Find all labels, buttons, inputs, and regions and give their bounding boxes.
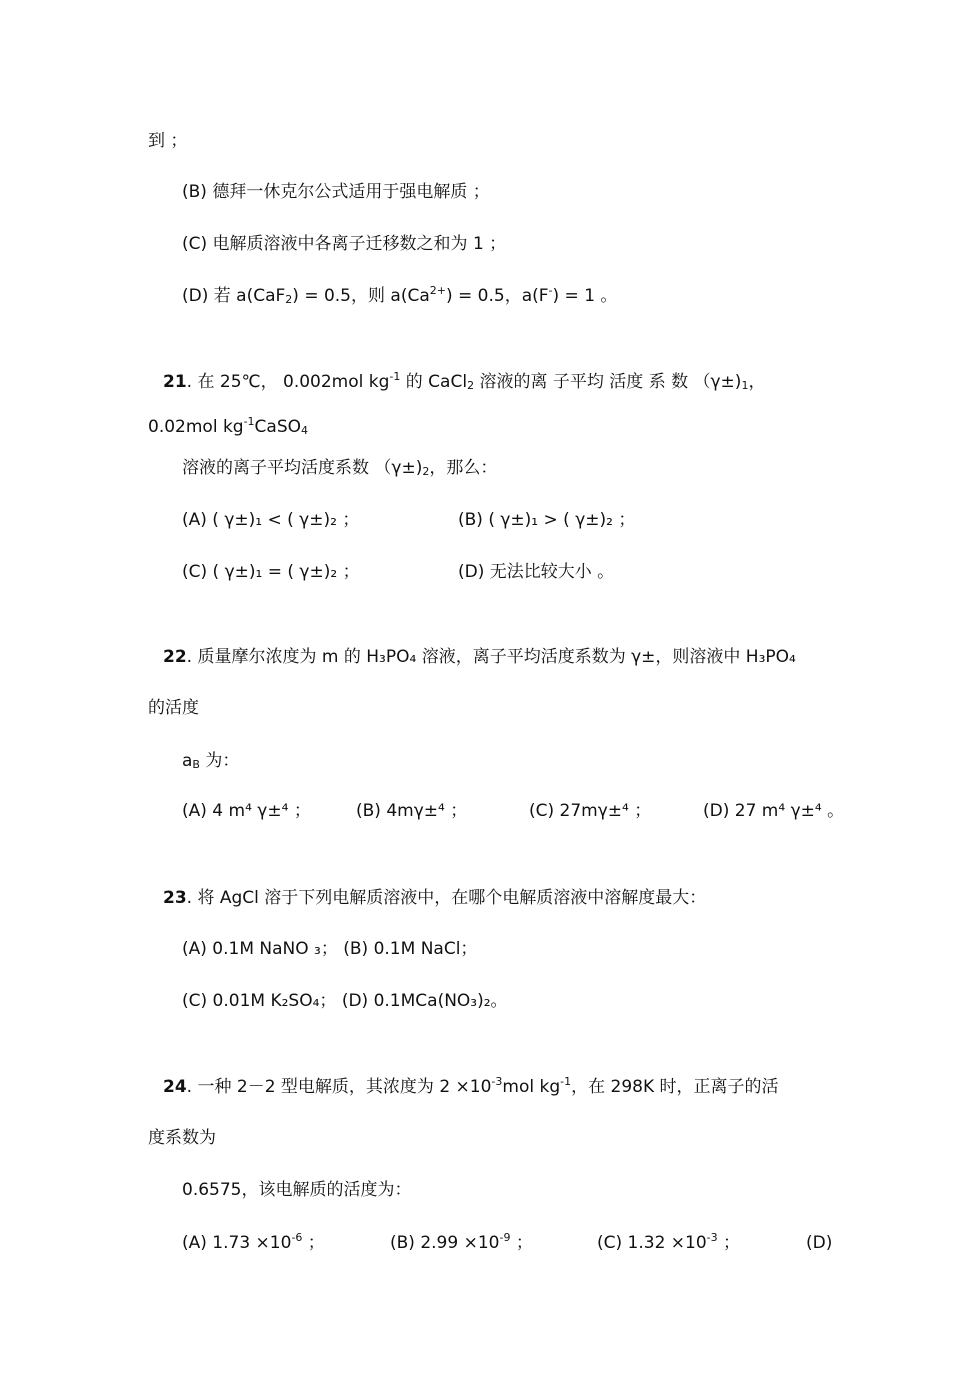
subscript: 2 [422, 465, 430, 478]
text-fragment: ) = 0.5，则 a(Ca [292, 286, 430, 306]
subscript: 1 [741, 379, 749, 392]
option-d-text [182, 285, 617, 307]
subscript: 4 [301, 424, 309, 437]
superscript: -3 [706, 1231, 718, 1244]
q22-option-c: (C) 27mγ±⁴ ； [529, 801, 652, 821]
superscript: -1 [560, 1075, 572, 1088]
q24-option-a [182, 1232, 325, 1254]
q22-option-b: (B) 4mγ±⁴ ； [356, 801, 468, 821]
question-21-line1 [163, 371, 765, 393]
question-24-line3: 0.6575，该电解质的活度为： [182, 1180, 412, 1200]
text-fragment: ； [717, 1233, 741, 1253]
text-fragment: ，那么： [429, 458, 498, 478]
text-fragment: 溶液的离子平均活度系数 （γ±) [182, 458, 423, 478]
subscript: 2 [285, 293, 293, 306]
question-22-line2: 的活度 [148, 698, 199, 718]
q24-option-b [390, 1232, 533, 1254]
q21-option-a: (A) ( γ±)₁ < ( γ±)₂ ； [182, 510, 360, 530]
question-22-line3 [182, 750, 239, 772]
option-b-text: (B) 德拜一休克尔公式适用于强电解质 ； [182, 182, 490, 202]
text-fragment: 的 CaCl [400, 372, 468, 392]
text-fragment: ，在 298K 时，正离子的活 [571, 1077, 779, 1097]
q23-options-ab: (A) 0.1M NaNO ₃； (B) 0.1M NaCl； [182, 939, 478, 959]
question-number: 21 [163, 372, 187, 392]
text-fragment: (A) 1.73 ×10 [182, 1233, 292, 1253]
superscript: -1 [243, 415, 255, 428]
text-fragment: (C) 1.32 ×10 [597, 1233, 707, 1253]
text-fragment: mol kg [502, 1077, 561, 1097]
superscript: 2+ [429, 284, 446, 297]
text-fragment: . 质量摩尔浓度为 m 的 H₃PO₄ 溶液，离子平均活度系数为 γ±，则溶液中 H₃PO₄ [186, 647, 796, 667]
text-line: 到 ； [148, 131, 188, 151]
question-24-line1 [163, 1076, 779, 1098]
q24-option-c [597, 1232, 740, 1254]
text-fragment: (D) 若 a(CaF [182, 286, 286, 306]
superscript: -9 [499, 1231, 511, 1244]
question-24-line2: 度系数为 [148, 1128, 216, 1148]
text-fragment: CaSO [254, 417, 302, 437]
superscript: -3 [491, 1075, 503, 1088]
text-fragment: ) = 1 。 [552, 286, 618, 306]
text-fragment: (B) 2.99 ×10 [390, 1233, 500, 1253]
text-fragment: 0.02mol kg [148, 417, 244, 437]
subscript: 2 [467, 379, 475, 392]
superscript: -6 [291, 1231, 303, 1244]
text-fragment: ； [510, 1233, 533, 1253]
question-number: 23 [163, 888, 187, 908]
q21-option-d: (D) 无法比较大小 。 [458, 562, 615, 582]
q23-options-cd: (C) 0.01M K₂SO₄； (D) 0.1MCa(NO₃)₂。 [182, 991, 508, 1011]
q22-option-a: (A) 4 m⁴ γ±⁴ ； [182, 801, 311, 821]
text-fragment: . 将 AgCl 溶于下列电解质溶液中，在哪个电解质溶液中溶解度最大： [186, 888, 707, 908]
q21-option-b: (B) ( γ±)₁ > ( γ±)₂ ； [458, 510, 636, 530]
question-21-line2 [148, 416, 308, 438]
text-fragment: . 在 25℃， 0.002mol kg [186, 372, 390, 392]
superscript: - [548, 284, 553, 297]
question-22-line1 [163, 646, 796, 668]
text-fragment: 溶液的离 子平均 活度 系 数 （γ±) [474, 372, 742, 392]
text-fragment: . 一种 2－2 型电解质，其浓度为 2 ×10 [186, 1077, 492, 1097]
question-number: 22 [163, 647, 187, 667]
question-number: 24 [163, 1077, 187, 1097]
question-21-line3 [182, 457, 497, 479]
subscript: B [192, 758, 200, 771]
question-23-line1 [163, 887, 706, 909]
superscript: -1 [389, 370, 401, 383]
text-fragment: ) = 0.5，a(F [445, 286, 549, 306]
q22-option-d: (D) 27 m⁴ γ±⁴ 。 [703, 801, 845, 821]
text-fragment: ， [748, 372, 766, 392]
q24-option-d: (D) [806, 1233, 833, 1253]
text-fragment: a [182, 751, 193, 771]
text-fragment: ； [302, 1233, 325, 1253]
option-c-text: (C) 电解质溶液中各离子迁移数之和为 1 ； [182, 234, 507, 254]
q21-option-c: (C) ( γ±)₁ = ( γ±)₂ ； [182, 562, 360, 582]
text-fragment: 为： [199, 751, 240, 771]
